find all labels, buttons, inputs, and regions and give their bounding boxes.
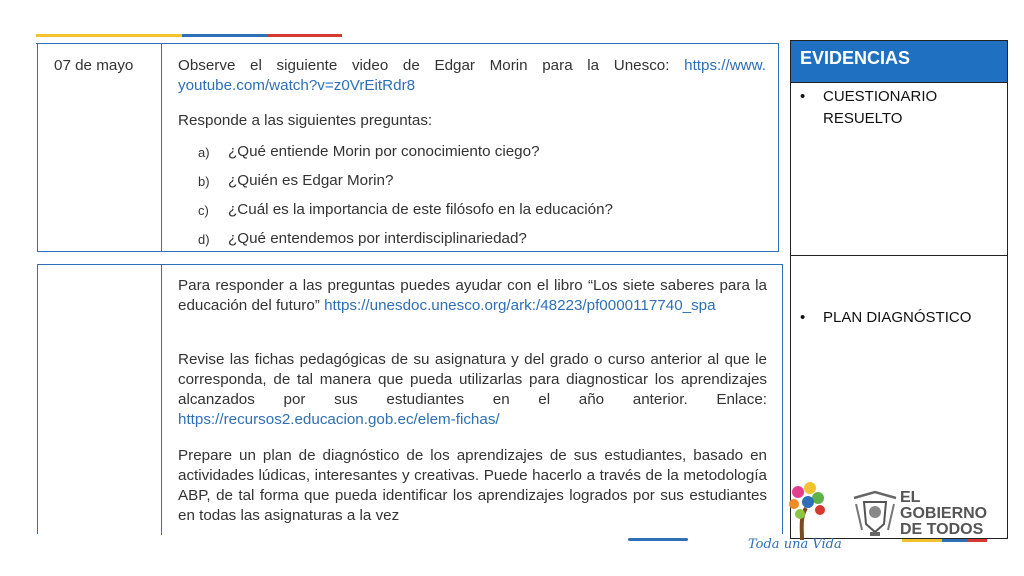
question-item-c xyxy=(198,201,768,221)
diagnostic-plan-paragraph: Prepare un plan de diagnóstico de los aprendizajes de sus estudiantes, basado en actividades lúdicas, interesantes y creativas. Puede hacerlo a través de la metodología ABP, de tal forma que pueda identificar los aprendizajes logrados por sus estudiantes en todas las asignaturas a la vez xyxy=(178,447,767,524)
question-letter: a) xyxy=(198,145,210,160)
bullet-icon: • xyxy=(800,88,806,105)
question-text: ¿Quién es Edgar Morin? xyxy=(228,172,394,189)
fichas-link[interactable]: https://recursos2.educacion.gob.ec/elem-fichas/ xyxy=(178,411,500,428)
gov-line-3: DE TODOS xyxy=(900,521,984,538)
question-letter: b) xyxy=(198,174,210,189)
video-link-part-2[interactable]: youtube.com/watch?v=z0VrEitRdr8 xyxy=(178,77,416,94)
evidence-label-line-2: RESUELTO xyxy=(823,110,903,127)
gov-line-1: EL xyxy=(900,489,921,506)
row1-date: 07 de mayo xyxy=(54,57,134,74)
row2-column-divider xyxy=(161,265,162,535)
question-item-a xyxy=(198,143,768,163)
unesco-book-link[interactable]: https://unesdoc.unesco.org/ark:/48223/pf0000117740_spa xyxy=(324,297,716,314)
video-link-part-1[interactable]: https://www. xyxy=(684,57,766,74)
fichas-text: Revise las fichas pedagógicas de su asignatura y del grado o curso anterior al que le corresponda, de tal manera que pueda utilizarlas para diagnosticar los aprendizajes alcanzados por sus estudiantes en el año anterior. Enlace: xyxy=(178,351,767,408)
respond-instruction: Responde a las siguientes preguntas: xyxy=(178,112,433,129)
row1-intro xyxy=(178,56,766,76)
toda-una-vida-slogan: Toda una Vida xyxy=(748,537,842,552)
footer-deco-blue-swoosh xyxy=(628,538,688,541)
gobierno-logo-text xyxy=(900,490,1010,538)
evidence-item-cuestionario xyxy=(800,86,1000,132)
book-reference-paragraph xyxy=(178,276,767,316)
book-reference-text: Para responder a las preguntas puedes ayudar con el libro “Los siete saberes para la educación del futuro” xyxy=(178,277,767,314)
evidencias-divider xyxy=(791,255,1007,256)
evidencias-header xyxy=(791,41,1007,83)
question-letter: c) xyxy=(198,203,209,218)
question-text: ¿Qué entendemos por interdisciplinariedad? xyxy=(228,230,527,247)
question-letter: d) xyxy=(198,232,210,247)
question-item-b xyxy=(198,172,768,192)
fichas-paragraph xyxy=(178,350,767,430)
top-deco-blue-bar xyxy=(182,34,268,37)
bullet-icon: • xyxy=(800,309,806,326)
questions-list xyxy=(198,143,768,253)
evidence-label: PLAN DIAGNÓSTICO xyxy=(823,309,972,326)
row1-column-divider xyxy=(161,44,162,251)
gov-line-2: GOBIERNO xyxy=(900,505,988,522)
top-deco-yellow-bar xyxy=(36,34,182,37)
evidence-item-plan xyxy=(800,307,1000,329)
question-text: ¿Cuál es la importancia de este filósofo en la educación? xyxy=(228,201,613,218)
top-deco-red-bar xyxy=(268,34,342,37)
footer-deco-red-bar xyxy=(967,539,987,542)
row1-intro-text: Observe el siguiente video de Edgar Morin para la Unesco: xyxy=(178,57,685,74)
evidencias-title: EVIDENCIAS xyxy=(800,48,911,68)
footer-deco-yellow-bar xyxy=(902,539,942,542)
evidence-label-line-1: CUESTIONARIO xyxy=(823,88,938,105)
toda-una-vida-tree-logo xyxy=(780,478,830,540)
question-text: ¿Qué entiende Morin por conocimiento ciego? xyxy=(228,143,540,160)
footer-deco-blue-bar xyxy=(942,539,967,542)
question-item-d xyxy=(198,230,768,250)
ecuador-coat-of-arms-icon xyxy=(852,490,898,538)
